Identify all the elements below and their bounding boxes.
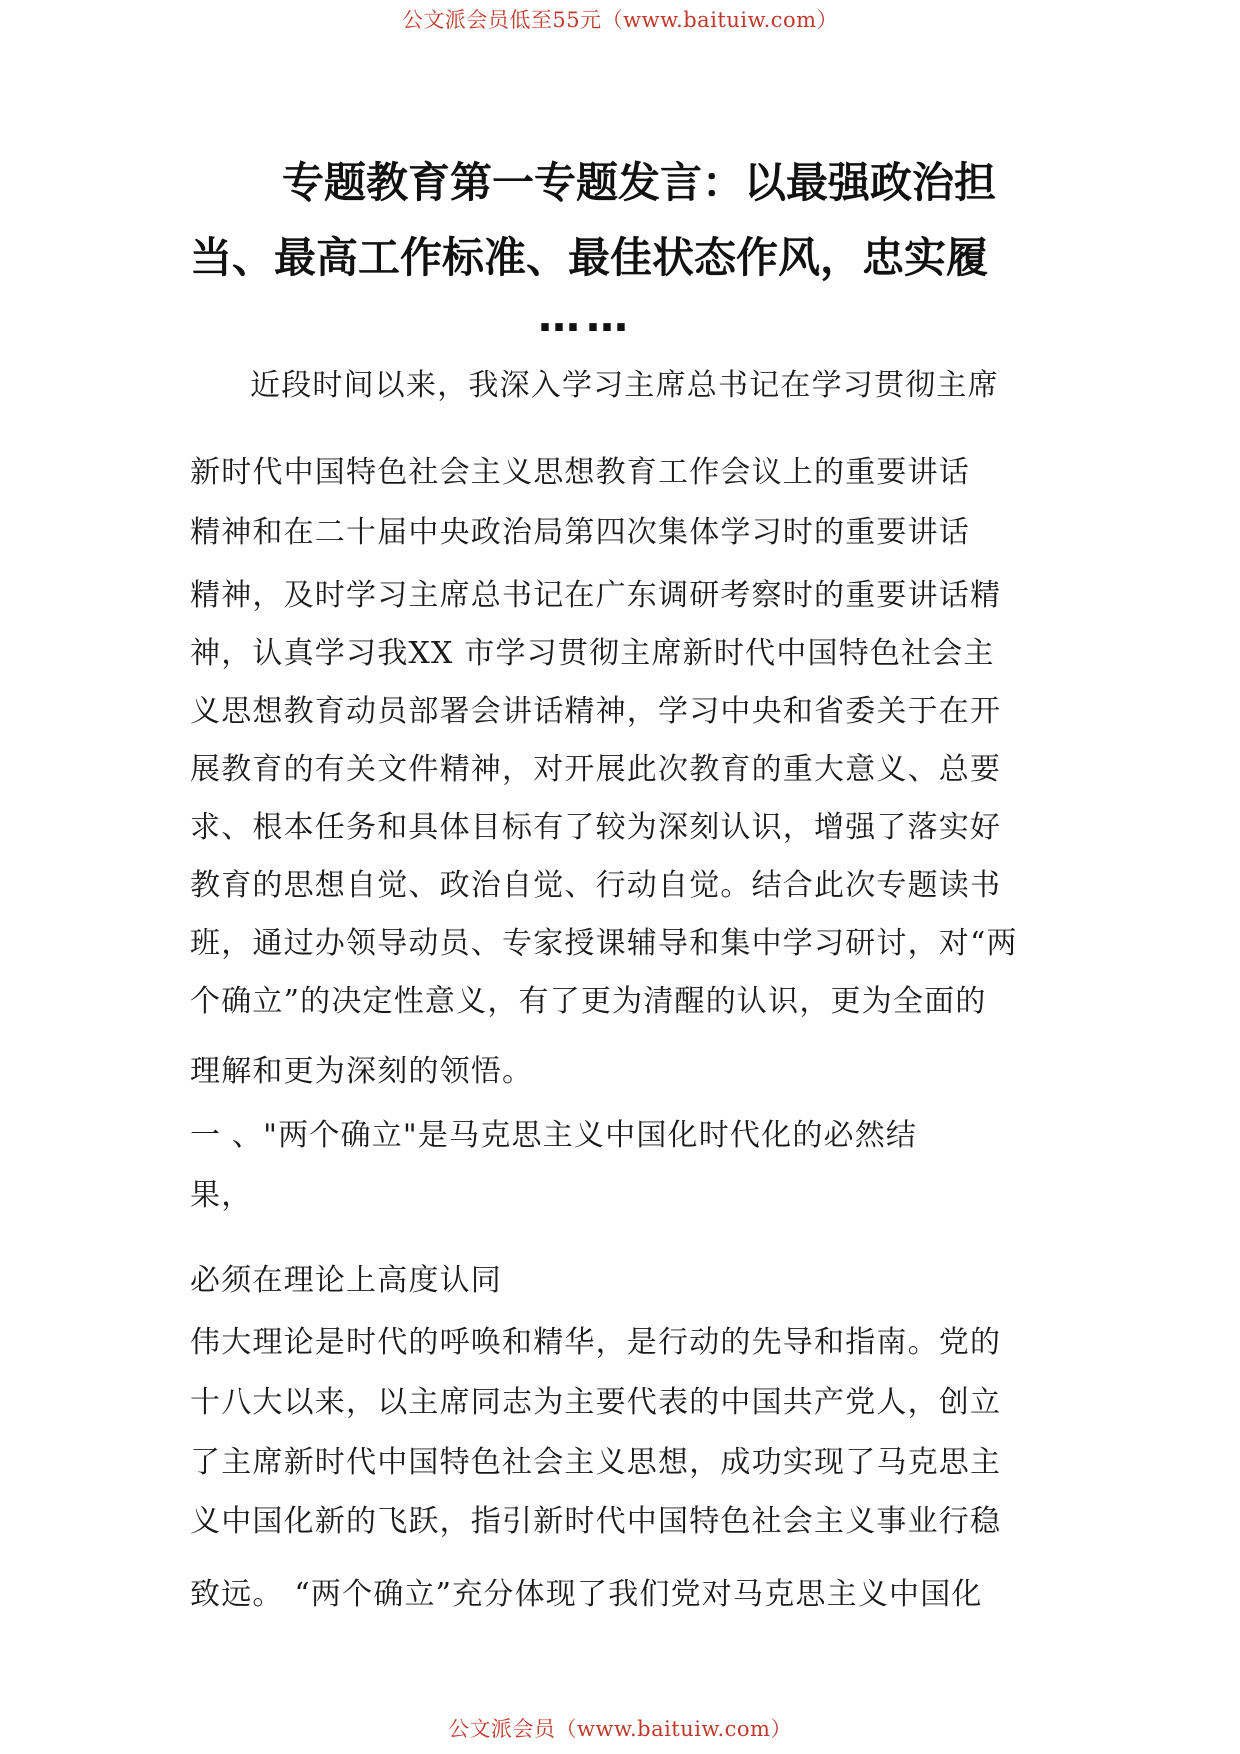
body-text-line: 致远。 “两个确立”充分体现了我们党对马克思主义中国化 bbox=[190, 1577, 983, 1612]
body-text-line: 了主席新时代中国特色社会主义思想，成功实现了马克思主 bbox=[190, 1445, 1002, 1480]
document-title-line-3: …… bbox=[538, 292, 634, 341]
footer-watermark-note: 公文派会员（www.baituiw.com） bbox=[448, 1717, 792, 1741]
body-text-line: 展教育的有关文件精神，对开展此次教育的重大意义、总要 bbox=[190, 752, 1002, 787]
body-text-line: 近段时间以来，我深入学习主席总书记在学习贯彻主席 bbox=[250, 368, 999, 403]
document-title-line-2: 当、最高工作标准、最佳状态作风，忠实履 bbox=[190, 233, 989, 282]
body-text-line: 教育的思想自觉、政治自觉、行动自觉。结合此次专题读书 bbox=[190, 868, 1002, 903]
body-text-line: 伟大理论是时代的呼唤和精华，是行动的先导和指南。党的 bbox=[190, 1325, 1002, 1360]
body-text-line: 个确立”的决定性意义，有了更为清醒的认识，更为全面的 bbox=[190, 984, 987, 1019]
body-text-line: 精神，及时学习主席总书记在广东调研考察时的重要讲话精 bbox=[190, 578, 1002, 613]
body-text-line: 理解和更为深刻的领悟。 bbox=[190, 1054, 534, 1089]
body-text-line: 义中国化新的飞跃，指引新时代中国特色社会主义事业行稳 bbox=[190, 1504, 1002, 1539]
document-title-line-1: 专题教育第一专题发言：以最强政治担 bbox=[282, 158, 997, 207]
body-text-line: 求、根本任务和具体目标有了较为深刻认识，增强了落实好 bbox=[190, 810, 1002, 845]
body-text-line: 新时代中国特色社会主义思想教育工作会议上的重要讲话 bbox=[190, 455, 970, 490]
body-text-line: 一 、"两个确立"是马克思主义中国化时代化的必然结 bbox=[190, 1118, 918, 1153]
body-text-line: 神，认真学习我XX 市学习贯彻主席新时代中国特色社会主 bbox=[190, 636, 995, 671]
body-text-line: 精神和在二十届中央政治局第四次集体学习时的重要讲话 bbox=[190, 515, 970, 550]
body-text-line: 班，通过办领导动员、专家授课辅导和集中学习研讨，对“两 bbox=[190, 926, 1018, 961]
body-text-line: 果， bbox=[190, 1178, 253, 1213]
header-watermark-note: 公文派会员低至55元（www.baituiw.com） bbox=[401, 8, 839, 32]
body-text-line: 十八大以来，以主席同志为主要代表的中国共产党人，创立 bbox=[190, 1385, 1002, 1420]
body-text-line: 必须在理论上高度认同 bbox=[190, 1263, 502, 1298]
body-text-line: 义思想教育动员部署会讲话精神，学习中央和省委关于在开 bbox=[190, 694, 1002, 729]
